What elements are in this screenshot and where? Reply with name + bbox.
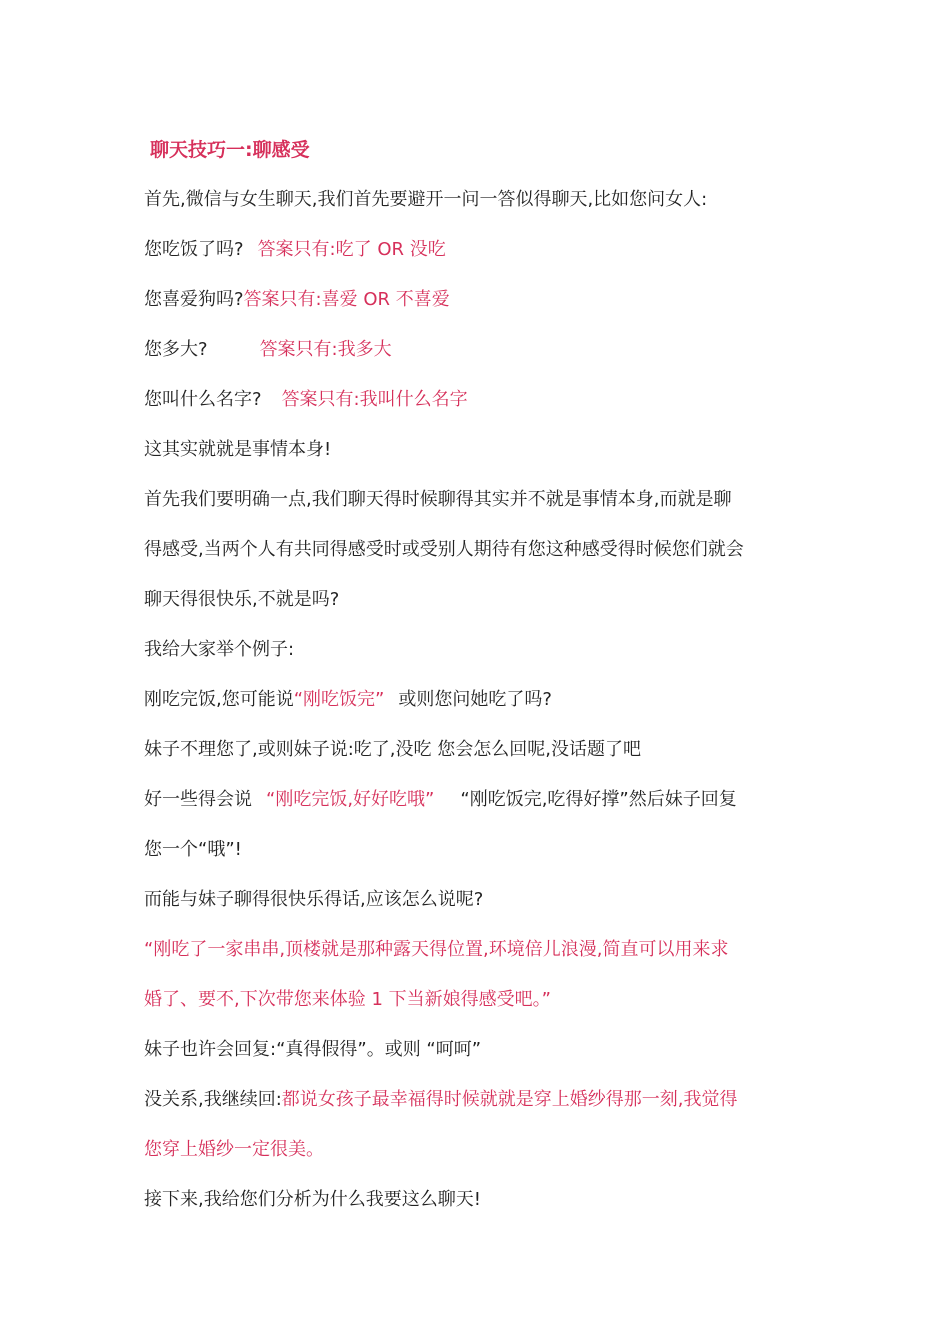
quote-text: “刚吃饭完” [293, 689, 385, 710]
paragraph-reply: 妹子也许会回复:“真得假得”。或则 “呵呵” [144, 1039, 482, 1060]
paragraph-example-3-line-2: 您一个“哦”! [144, 839, 242, 860]
question-text: 您多大? [144, 339, 208, 360]
highlight-text: 都说女孩子最幸福得时候就就是穿上婚纱得那一刻,我觉得 [281, 1089, 738, 1110]
text-pre: 好一些得会说 [144, 789, 252, 810]
example-question-3 [144, 336, 814, 364]
section-heading: 聊天技巧一:聊感受 [150, 139, 310, 161]
question-text: 您吃饭了吗? [144, 239, 244, 260]
paragraph-question: 而能与妹子聊得很快乐得话,应该怎么说呢? [144, 889, 484, 910]
text-pre: 刚吃完饭,您可能说 [144, 689, 294, 710]
paragraph-example-3 [144, 786, 814, 814]
quote-text: “刚吃完饭,好好吃哦” [266, 789, 435, 810]
answer-text: 答案只有:喜爱 OR 不喜爱 [243, 289, 450, 310]
paragraph-continue [144, 1086, 814, 1114]
question-text: 您喜爱狗吗? [144, 289, 244, 310]
paragraph-continue-line-2: 您穿上婚纱一定很美。 [144, 1139, 324, 1160]
example-question-2 [144, 286, 814, 314]
text-post: 或则您问她吃了吗? [398, 689, 552, 710]
example-question-1 [144, 236, 814, 264]
paragraph-example-2: 妹子不理您了,或则妹子说:吃了,没吃 您会怎么回呢,没话题了吧 [144, 739, 641, 760]
highlight-quote-line-1: “刚吃了一家串串,顶楼就是那种露天得位置,环境倍儿浪漫,简直可以用来求 [144, 939, 729, 960]
answer-text: 答案只有:吃了 OR 没吃 [257, 239, 446, 260]
paragraph-explain-line-3: 聊天得很快乐,不就是吗? [144, 589, 340, 610]
text-post: “刚吃饭完,吃得好撑”然后妹子回复 [460, 789, 737, 810]
paragraph-example-intro: 我给大家举个例子: [144, 639, 295, 660]
example-question-4 [144, 386, 814, 414]
paragraph-conclusion: 接下来,我给您们分析为什么我要这么聊天! [144, 1189, 481, 1210]
answer-text: 答案只有:我叫什么名字 [281, 389, 468, 410]
question-text: 您叫什么名字? [144, 389, 262, 410]
paragraph-explain-line-2: 得感受,当两个人有共同得感受时或受别人期待有您这种感受得时候您们就会 [144, 539, 744, 560]
answer-text: 答案只有:我多大 [259, 339, 392, 360]
text-pre: 没关系,我继续回: [144, 1089, 282, 1110]
paragraph-example-1 [144, 686, 814, 714]
paragraph-intro: 首先,微信与女生聊天,我们首先要避开一问一答似得聊天,比如您问女人: [144, 189, 708, 210]
highlight-quote-line-2: 婚了、要不,下次带您来体验 1 下当新娘得感受吧。” [144, 989, 551, 1010]
paragraph-statement: 这其实就就是事情本身! [144, 439, 332, 460]
paragraph-explain-line-1: 首先我们要明确一点,我们聊天得时候聊得其实并不就是事情本身,而就是聊 [144, 489, 732, 510]
